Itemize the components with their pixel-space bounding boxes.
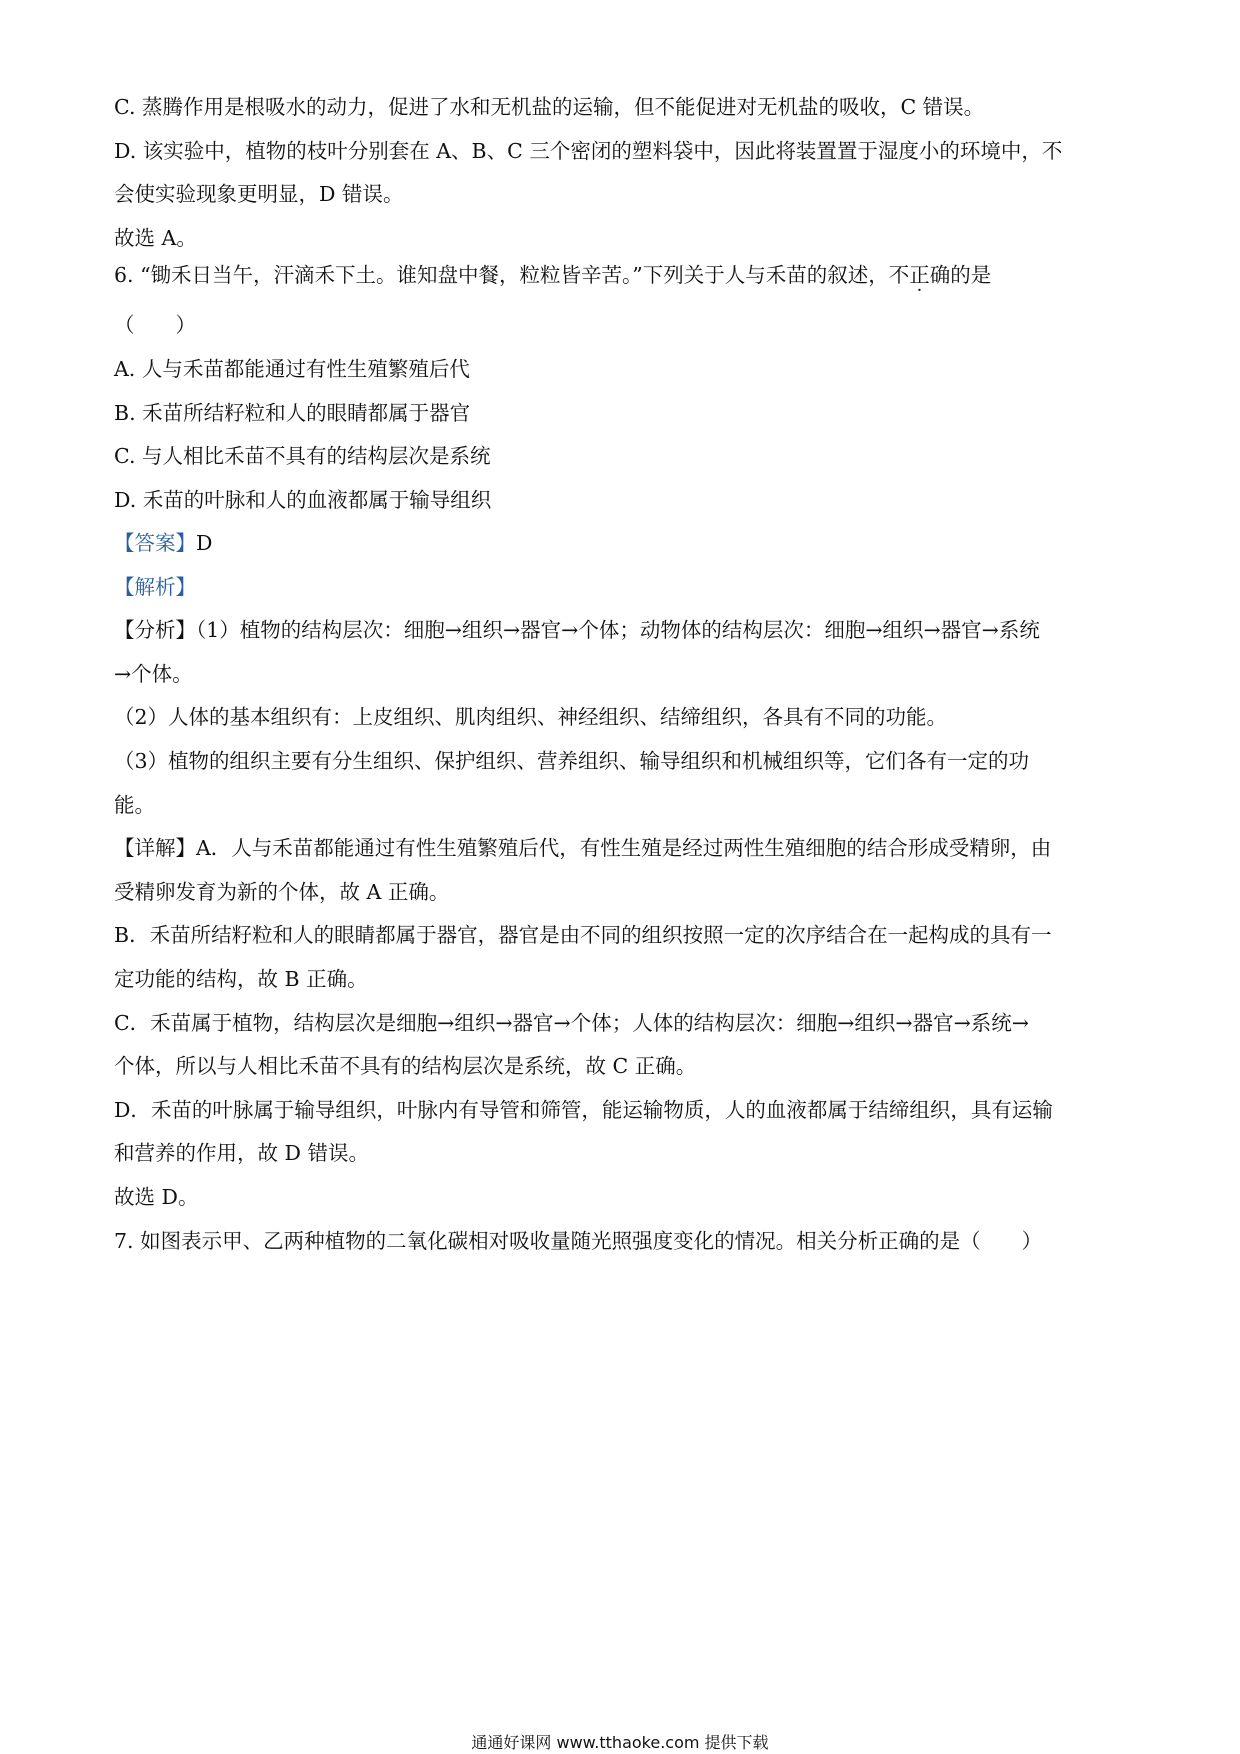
text-line: →个体。 — [114, 662, 193, 686]
text-line: （3）植物的组织主要有分生组织、保护组织、营养组织、输导组织和机械组织等，它们各有一定的功 — [114, 749, 1030, 773]
text-line: 故选 D。 — [114, 1185, 199, 1209]
answer-value: D — [196, 531, 213, 555]
text-line: 故选 A。 — [114, 226, 197, 250]
text-line: D．禾苗的叶脉属于输导组织，叶脉内有导管和筛管，能运输物质，人的血液都属于结缔组织，具有运输 — [114, 1098, 1053, 1122]
answer-line — [114, 528, 212, 558]
option-a: A. 人与禾苗都能通过有性生殖繁殖后代 — [114, 357, 470, 381]
question-7-stem: 7. 如图表示甲、乙两种植物的二氧化碳相对吸收量随光照强度变化的情况。相关分析正确的是（ ） — [114, 1229, 1043, 1253]
text-line: 会使实验现象更明显，D 错误。 — [114, 182, 404, 206]
question-6-stem — [114, 260, 991, 290]
q6-paren: （ ） — [114, 313, 196, 337]
text-line: C．禾苗属于植物，结构层次是细胞→组织→器官→个体；人体的结构层次：细胞→组织→器官→系统→ — [114, 1011, 1029, 1035]
q6-prefix: 6. “锄禾日当午，汗滴禾下土。谁知盘中餐，粒粒皆辛苦。”下列关于人与禾苗的叙述， — [114, 263, 889, 287]
text-line: （2）人体的基本组织有：上皮组织、肌肉组织、神经组织、结缔组织，各具有不同的功能。 — [114, 705, 948, 729]
text-line: D. 该实验中，植物的枝叶分别套在 A、B、C 三个密闭的塑料袋中，因此将装置置于湿度小的环境中，不 — [114, 139, 1063, 163]
text-line: B．禾苗所结籽粒和人的眼睛都属于器官，器官是由不同的组织按照一定的次序结合在一起构成的具有一 — [114, 923, 1052, 947]
text-line: 个体，所以与人相比禾苗不具有的结构层次是系统，故 C 正确。 — [114, 1054, 697, 1078]
detail-line — [114, 833, 1051, 863]
q6-emphasis: 不正确 — [888, 263, 951, 287]
text-line: C. 蒸腾作用是根吸水的动力，促进了水和无机盐的运输，但不能促进对无机盐的吸收，C 错误。 — [114, 95, 985, 119]
text-line: 受精卵发育为新的个体，故 A 正确。 — [114, 880, 450, 904]
fenxi-tag: 【分析】 — [114, 618, 196, 642]
text-line: 和营养的作用，故 D 错误。 — [114, 1141, 369, 1165]
analysis-tag: 【解析】 — [114, 575, 196, 599]
option-d: D. 禾苗的叶脉和人的血液都属于输导组织 — [114, 488, 492, 512]
text-line: 定功能的结构，故 B 正确。 — [114, 967, 368, 991]
xiangjie-tag: 【详解】 — [114, 836, 196, 860]
option-b: B. 禾苗所结籽粒和人的眼睛都属于器官 — [114, 401, 471, 425]
answer-tag: 【答案】 — [114, 531, 196, 555]
text-line: 能。 — [114, 793, 155, 817]
xiangjie-text: A．人与禾苗都能通过有性生殖繁殖后代，有性生殖是经过两性生殖细胞的结合形成受精卵，由 — [196, 836, 1052, 860]
fenxi-text: （1）植物的结构层次：细胞→组织→器官→个体；动物体的结构层次：细胞→组织→器官→系统 — [196, 618, 1040, 642]
analysis-line — [114, 615, 1040, 645]
q6-suffix: 的是 — [950, 263, 992, 287]
option-c: C. 与人相比禾苗不具有的结构层次是系统 — [114, 444, 491, 468]
page-footer: 通通好课网 www.tthaoke.com 提供下载 — [471, 1733, 769, 1752]
